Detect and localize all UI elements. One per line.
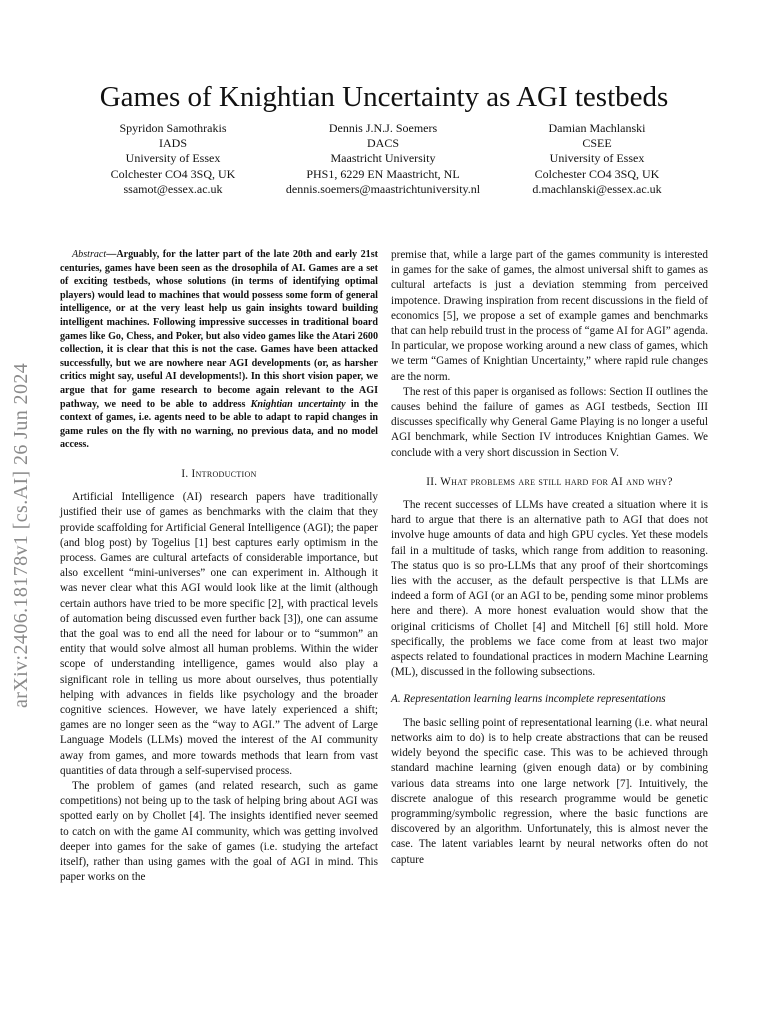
- paragraph: Artificial Intelligence (AI) research papers have traditionally justified their use of games as benchmarks with the claim that they provide scaffolding for Artificial General Intelligence (AGI); the paper (and blog post) by Togelius [1] best captures early optimism in the process. Games are cultural artefacts of considerable importance, but also excellent “mini-universes” one can experiment in. Although it was never clear what this AGI would look like at the limit (although certain authors have tried to be more specific [2], with practical levels of automation being discussed even further back [3]), one can assume that the goal was to end all the need for labour or to “summon” an entity that would solve almost all human problems. Within the wider scope of understanding intelligence, games would also play a significant role in telling us more about ourselves, thus potentially helping with advances in fields like psychology and the broader cognitive sciences. However, we have lately experienced a shift; games are no longer seen as the “way to AGI.” The advent of Large Language Models (LLMs) moved the interest of the AI community away from games, and more towards methods that learn from vast quantities of data through a self-supervised process.: [60, 491, 378, 777]
- paragraph: The problem of games (and related research, such as game competitions) not being up to the task of helping bring about AGI was spotted early on by Chollet [4]. The insights identified never seemed to catch on with the game AI community, which was getting involved deeper into games for the sake of games (i.e. studying the artefact itself), rather than using games with the goal of AGI in mind. This paper works on the: [60, 779, 378, 884]
- author-dept: DACS: [366, 136, 399, 151]
- author-name: Spyridon Samothrakis: [119, 121, 227, 135]
- author-email: d.machlanski@essex.ac.uk: [532, 181, 662, 196]
- section-heading-problems: II. What problems are still hard for AI and why?: [426, 475, 673, 488]
- abstract: [60, 248, 378, 452]
- author-block-3: [517, 121, 677, 197]
- abstract-text-end: in the context of games, i.e. agents need to be able to adapt to rapid changes in game rules on the fly with no warning, no previous data, and no model access.: [60, 398, 378, 451]
- author-email: ssamot@essex.ac.uk: [123, 181, 223, 196]
- author-address: PHS1, 6229 EN Maastricht, NL: [306, 166, 460, 181]
- paragraph: The rest of this paper is organised as follows: Section II outlines the causes behind the failure of games as AGI testbeds, Section III discusses specifically why General Game Playing is no longer a useful AGI benchmark, while Section IV introduces Knightian Games. We conclude with a very short discussion in Section V.: [391, 385, 708, 459]
- paper-title: Games of Knightian Uncertainty as AGI testbeds: [99, 81, 669, 114]
- author-address: Colchester CO4 3SQ, UK: [534, 166, 660, 181]
- paragraph: The basic selling point of representational learning (i.e. what neural networks aim to do) is to help create abstractions that can be reused widely beyond the specific case. This was to be achieved through standard machine learning (given enough data) or by combining various data streams into one large network [7]. Intuitively, the discrete analogue of this research programme would be genetic programming/symbolic regression, where the basic functions are discovered by an algorithm. Unfortunately, this is almost never the case. The latent variables learnt by neural networks often do not capture: [391, 716, 708, 866]
- abstract-label: Abstract: [72, 249, 107, 260]
- author-affiliation: University of Essex: [125, 151, 221, 166]
- paragraph-continued: premise that, while a large part of the games community is interested in games for the sake of games, the almost universal shift to games as cultural artefacts is just a deviation stemming from perceived impotence. Drawing inspiration from recent discussions in the field of economics [5], we propose a set of example games and benchmarks that can help rebuild trust in the process of “game AI for AGI” agenda. In particular, we propose working around a new class of games, which we term “Games of Knightian Uncertainty,” where rapid rule changes are the norm.: [391, 249, 708, 383]
- author-dept: CSEE: [582, 136, 612, 151]
- author-email: dennis.soemers@maastrichtuniversity.nl: [285, 181, 481, 196]
- author-name: Damian Machlanski: [548, 121, 646, 135]
- abstract-emphasis: Knightian uncertainty: [250, 398, 346, 410]
- author-name: Dennis J.N.J. Soemers: [328, 121, 438, 135]
- author-block-2: [270, 121, 496, 197]
- author-address: Colchester CO4 3SQ, UK: [110, 166, 236, 181]
- paragraph: The recent successes of LLMs have created a situation where it is hard to argue that there is an alternative path to AGI that does not involve huge amounts of data and high GPU cycles. Yet these models fail in a multitude of tasks, which range from addition to reasoning. The status quo is so pro-LLMs that any proof of their shortcomings lies with the accuser, as the default perspective is that LLMs are indeed a form of AGI (or an AGI to be, pending some minor problems here and there). A more honest evaluation would show that the original criticisms of Chollet [4] and Mitchell [6] still hold. More specifically, the problems we face come from at least two major aspects related to foundational practices in modern Machine Learning (ML), discussed in the following subsections.: [391, 499, 708, 679]
- abstract-text: —Arguably, for the latter part of the late 20th and early 21st centuries, games have been seen as the drosophila of AI. Games are a set of exciting testbeds, whose solutions (in terms of identifying optimal players) would lead to machines that would possess some form of general intelligence, or at the very least help us gain insights toward building intelligent machines. Following impressive successes in traditional board games like Go, Chess, and Poker, but also video games like the Atari 2600 collection, it is clear that this is not the case. Games have been attacked successfully, but we are nowhere near AGI developments (or, as harsher critics might say, useful AI developments!). In this short vision paper, we argue that for game research to become again relevant to the AGI pathway, we need to be able to address: [60, 249, 378, 410]
- author-affiliation: University of Essex: [549, 151, 645, 166]
- right-column: [391, 248, 708, 868]
- subsection-heading-representation: A. Representation learning learns incomplete representations: [391, 693, 666, 706]
- arxiv-identifier: arXiv:2406.18178v1 [cs.AI] 26 Jun 2024: [10, 362, 32, 708]
- author-block-1: [96, 121, 250, 197]
- section-heading-introduction: I. Introduction: [181, 467, 257, 480]
- author-dept: IADS: [158, 136, 187, 151]
- author-affiliation: Maastricht University: [330, 151, 436, 166]
- left-column: [60, 248, 378, 885]
